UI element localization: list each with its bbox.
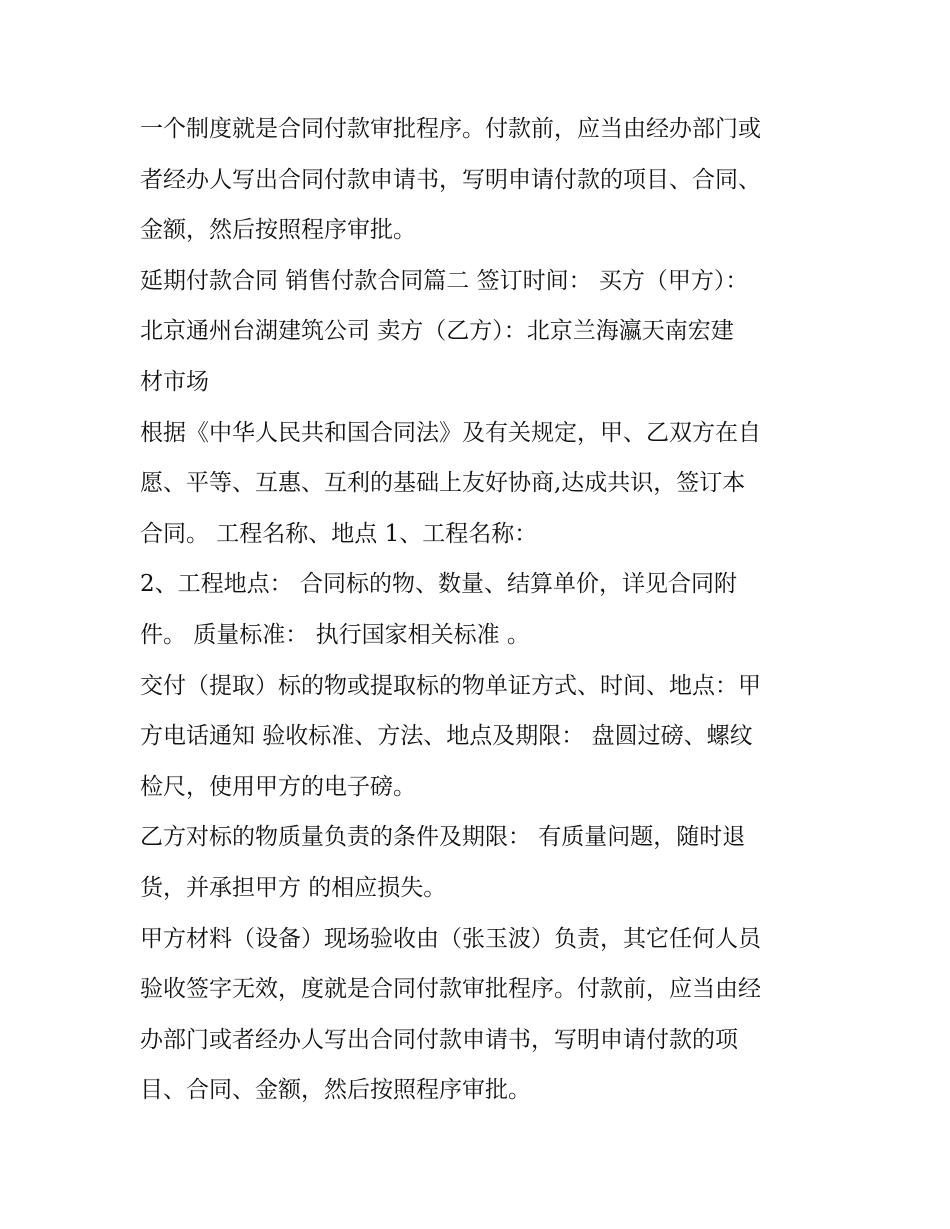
text-line: 验收签字无效，度就是合同付款审批程序。付款前，应当由经 [140,976,761,1003]
document-body [140,104,820,1116]
text-line: 交付（提取）标的物或提取标的物单证方式、时间、地点：甲 [140,672,761,699]
text-line: 延期付款合同 销售付款合同篇二 签订时间： 买方（甲方）： [140,267,749,294]
text-line: 者经办人写出合同付款申请书，写明申请付款的项目、合同、 [140,166,761,193]
text-line: 甲方材料（设备）现场验收由（张玉波）负责，其它任何人员 [140,925,761,952]
text-line: 件。 质量标准： 执行国家相关标准 。 [140,621,530,648]
text-line: 合同。 工程名称、地点 1、工程名称： [140,520,538,547]
text-line: 北京通州台湖建筑公司 卖方（乙方）：北京兰海瀛天南宏建 [140,318,734,345]
text-line: 一个制度就是合同付款审批程序。付款前，应当由经办部门或 [140,116,761,142]
text-line: 目、合同、金额，然后按照程序审批。 [140,1077,531,1104]
text-line: 2、工程地点： 合同标的物、数量、结算单价，详见合同附 [140,571,737,598]
text-line: 检尺，使用甲方的电子磅。 [140,773,416,800]
text-line: 金额，然后按照程序审批。 [140,217,416,244]
text-line: 货，并承担甲方 的相应损失。 [140,874,447,901]
text-line: 乙方对标的物质量负责的条件及期限： 有质量问题，随时退 [140,824,746,851]
text-line: 材市场 [140,368,209,395]
text-line: 根据《中华人民共和国合同法》及有关规定，甲、乙双方在自 [140,419,761,446]
text-line: 方电话通知 验收标准、方法、地点及期限： 盘圆过磅、螺纹 [140,723,753,750]
text-line: 愿、平等、互惠、互利的基础上友好协商,达成共识，签订本 [140,470,746,497]
text-line: 办部门或者经办人写出合同付款申请书，写明申请付款的项 [140,1026,738,1053]
